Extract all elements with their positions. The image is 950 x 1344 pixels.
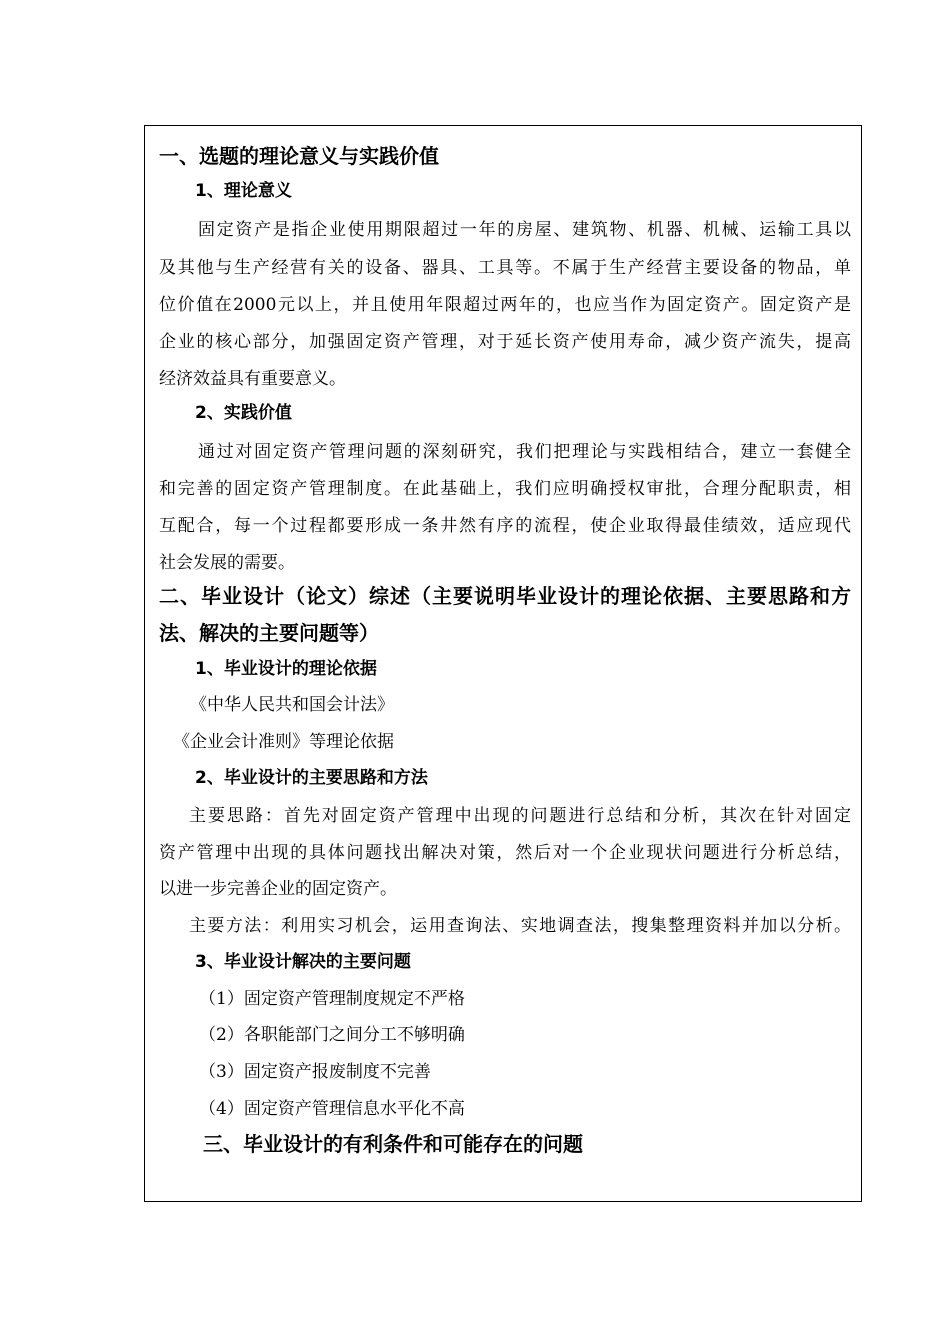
paragraph-line: 和完善的固定资产管理制度。在此基础上，我们应明确授权审批，合理分配职责，相 — [159, 479, 851, 499]
reference-line: 《中华人民共和国会计法》 — [190, 695, 394, 715]
problem-item: （3）固定资产报废制度不完善 — [199, 1062, 431, 1082]
problem-item: （4）固定资产管理信息水平化不高 — [199, 1099, 465, 1119]
paragraph-line: 经济效益具有重要意义。 — [159, 369, 346, 389]
section-2-sub-1-heading: 1、毕业设计的理论依据 — [195, 659, 377, 679]
section-1-sub-1-heading: 1、理论意义 — [195, 181, 292, 201]
paragraph-line: 以进一步完善企业的固定资产。 — [159, 879, 397, 899]
paragraph-line: 企业的核心部分，加强固定资产管理，对于延长资产使用寿命，减少资产流失，提高 — [159, 332, 851, 352]
paragraph-line: 通过对固定资产管理问题的深刻研究，我们把理论与实践相结合，建立一套健全 — [198, 442, 851, 462]
paragraph-line: 固定资产是指企业使用期限超过一年的房屋、建筑物、机器、机械、运输工具以 — [198, 220, 851, 240]
section-2-heading-line-1: 二、毕业设计（论文）综述（主要说明毕业设计的理论依据、主要思路和方 — [159, 584, 851, 608]
reference-line: 《企业会计准则》等理论依据 — [173, 732, 394, 752]
paragraph-line: 位价值在2000元以上，并且使用年限超过两年的，也应当作为固定资产。固定资产是 — [159, 295, 851, 315]
paragraph-line: 资产管理中出现的具体问题找出解决对策，然后对一个企业现状问题进行分析总结， — [159, 843, 851, 863]
section-2-sub-3-heading: 3、毕业设计解决的主要问题 — [195, 952, 411, 972]
section-3-heading: 三、毕业设计的有利条件和可能存在的问题 — [203, 1132, 583, 1156]
problem-item: （2）各职能部门之间分工不够明确 — [199, 1025, 465, 1045]
section-2-heading-line-2: 法、解决的主要问题等） — [159, 621, 379, 645]
problem-item: （1）固定资产管理制度规定不严格 — [199, 989, 465, 1009]
section-1-heading: 一、选题的理论意义与实践价值 — [159, 144, 439, 168]
paragraph-line: 主要思路：首先对固定资产管理中出现的问题进行总结和分析，其次在针对固定 — [189, 806, 851, 826]
document-frame — [144, 125, 862, 1202]
paragraph-line: 及其他与生产经营有关的设备、器具、工具等。不属于生产经营主要设备的物品，单 — [159, 258, 851, 278]
section-1-sub-2-heading: 2、实践价值 — [195, 403, 292, 423]
paragraph-line: 主要方法：利用实习机会，运用查询法、实地调查法，搜集整理资料并加以分析。 — [189, 916, 851, 936]
section-2-sub-2-heading: 2、毕业设计的主要思路和方法 — [195, 768, 428, 788]
paragraph-line: 社会发展的需要。 — [159, 553, 295, 573]
paragraph-line: 互配合，每一个过程都要形成一条井然有序的流程，使企业取得最佳绩效，适应现代 — [159, 516, 851, 536]
